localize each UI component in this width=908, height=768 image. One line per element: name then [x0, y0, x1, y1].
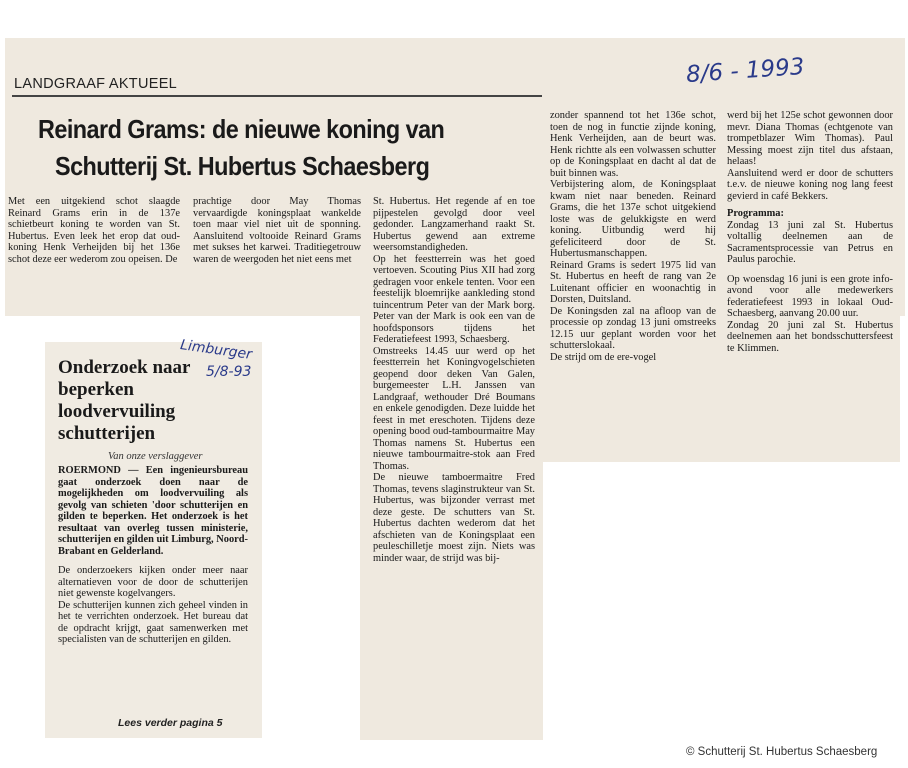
- headline-line-1: Reinard Grams: de nieuwe koning van: [38, 114, 445, 144]
- handwritten-date-2: 5/8-93: [206, 364, 252, 380]
- column-5-paragraph: Aansluitend werd er door de schutters t.e.v. de nieuwe koning nog lang feest gevierd in café Bekkers.: [727, 167, 893, 202]
- copyright-credit: © Schutterij St. Hubertus Schaesberg: [686, 746, 878, 758]
- column-1-text: Met een uitgekiend schot slaagde Reinard Grams erin in de 137e schietbeurt koning te worden van St. Hubertus. Even leek het erop dat oud-koning Henk Verheijden bij het 136e schot deze eer wederom zou opeisen. De: [8, 196, 180, 265]
- handwritten-source: Limburger: [179, 337, 253, 363]
- clipping-2-body: [58, 465, 248, 646]
- column-4-paragraph: Reinard Grams is sedert 1975 lid van St. Hubertus en heeft de rang van 2e Luitenant officier en woonachtig in Dorsten, Duitsland.: [550, 259, 716, 305]
- column-3-paragraph: De nieuwe tamboermaitre Fred Thomas, tevens slaginstrukteur van St. Hubertus, was bijzonder verrast met deze geste. De schutters van St. Hubertus dachten wederom dat het afschieten van de Koningsplaat een peuleschilletje moest zijn. Niets was minder waar, de strijd was bij-: [373, 472, 535, 564]
- column-3-paragraph: Op het feestterrein was het goed vertoeven. Scouting Pius XII had zorg gedragen voor enkele tenten. Voor een feestelijk bloemrijke aankleding stond tuincentrum Peter van der Mark borg. Peter van der Mark is ook een van de hoofdsponsors tijdens het Federatiefeest 1993, Schaesberg.: [373, 253, 535, 345]
- section-label: LANDGRAAF AKTUEEL: [14, 76, 178, 92]
- article-column-5: [727, 110, 893, 354]
- dateline: ROERMOND: [58, 465, 121, 476]
- article-column-2: [193, 196, 361, 265]
- column-3-paragraph: Omstreeks 14.45 uur werd op het feestterrein het Koningvogelschieten geopend door deken Van Galen, burgemeester L.H. Janssen van Landgraaf, wethouder Dré Boumans en enkele genodigden. Deze luidde het feest in met ereschoten. Tijdens deze opening bood oud-tambourmaitre May Thomas namens St. Hubertus een nieuwe tambourmaitre-stok aan Fred Thomas.: [373, 345, 535, 472]
- program-item: Zondag 13 juni zal St. Hubertus voltallig deelnemen aan de Sacramentsprocessie van Petrus en Paulus parochie.: [727, 219, 893, 265]
- body-paragraph: De schutterijen kunnen zich geheel vinden in het te verrichten onderzoek. Het bureau dat de opdracht krijgt, gaat samenwerken met specialisten van de schutterijen en gilden.: [58, 599, 248, 645]
- byline: Van onze verslaggever: [108, 451, 203, 462]
- column-3-paragraph: St. Hubertus. Het regende af en toe pijpestelen gevolgd door veel gedonder. Langzamerhand raakt St. Hubertus gewend aan extreme weersomstandigheden.: [373, 196, 535, 253]
- handwritten-date: 8/6 - 1993: [685, 53, 806, 89]
- section-rule: [12, 95, 542, 97]
- clipping-2-headline: Onderzoek naar beperken loodvervuiling schutterijen: [58, 357, 191, 444]
- program-heading: Programma:: [727, 208, 784, 219]
- program-item: Zondag 20 juni zal St. Hubertus deelnemen aan het bondsschuttersfeest te Klimmen.: [727, 319, 893, 354]
- column-4-paragraph: De strijd om de ere-vogel: [550, 351, 657, 363]
- headline-line-2: Schutterij St. Hubertus Schaesberg: [55, 151, 430, 181]
- column-4-paragraph: zonder spannend tot het 136e schot, toen de nog in functie zijnde koning, Henk Verheijden, aan de beurt was. Henk richtte als een volwassen schutter op de Koningsplaat en dacht al dat de buit binnen was.: [550, 110, 716, 179]
- column-4-paragraph: De Koningsden zal na afloop van de processie op zondag 13 juni omstreeks 12.15 uur geplant worden voor het schutterslokaal.: [550, 305, 716, 351]
- article-column-1: [8, 196, 180, 265]
- article-column-4: [550, 110, 716, 363]
- column-2-text: prachtige door May Thomas vervaardigde koningsplaat wankelde toen maar viel niet uit de sponning. Aansluitend voltooide Reinard Grams met sukses het karwei. Traditiegetrouw waren de weergoden het niet eens met: [193, 196, 361, 265]
- column-4-paragraph: Verbijstering alom, de Koningsplaat kwam niet naar beneden. Reinard Grams, die het 137e schot uitgekiend loste was de gelukkigste en werd koning. Uitbundig werd hij gefeliciteerd door de St. Hubertusmanschappen.: [550, 179, 716, 259]
- column-5-paragraph: werd bij het 125e schot gewonnen door mevr. Diana Thomas (echtgenote van trompetblazer Wim Thomas). Paul Messing moest zijn titel dus afstaan, helaas!: [727, 110, 893, 167]
- body-paragraph: De onderzoekers kijken onder meer naar alternatieven voor de door de schutterijen niet gewenste kogelvangers.: [58, 565, 248, 599]
- program-item: Op woensdag 16 juni is een grote info-avond voor alle medewerkers federatiefeest 1993 in lokaal Oud-Schaesberg, aanvang 20.00 uur.: [727, 273, 893, 319]
- article-column-3: [373, 196, 535, 564]
- lead-text: — Een ingenieursbureau gaat onderzoek doen naar de mogelijkheden om loodvervuiling als gevolg van schieten 'door schutterijen en gilden te beperken. Het onderzoek is het resultaat van overleg tussen ministerie, schutterijen en gilden uit Limburg, Noord-Brabant en Gelderland.: [58, 465, 248, 557]
- continuation-note: Lees verder pagina 5: [118, 717, 223, 729]
